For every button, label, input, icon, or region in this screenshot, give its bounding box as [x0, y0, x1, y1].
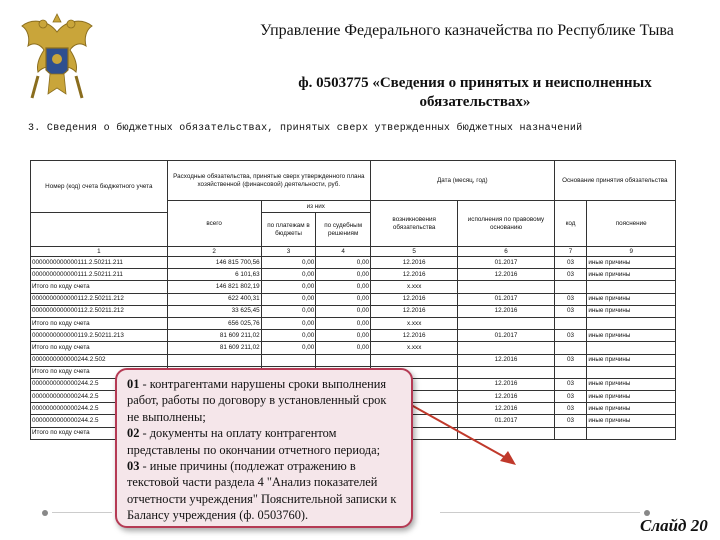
table-cell	[587, 366, 676, 378]
table-cell: 03	[554, 391, 587, 403]
table-cell: 0000000000000244.2.5	[31, 378, 168, 390]
callout-arrow-icon	[400, 395, 520, 470]
table-cell	[316, 354, 371, 366]
table-cell	[587, 342, 676, 354]
table-cell	[458, 281, 554, 293]
table-cell: 03	[554, 305, 587, 317]
table-row	[31, 257, 676, 269]
table-cell: 0,00	[316, 305, 371, 317]
table-cell: 0,00	[316, 293, 371, 305]
table-cell: 12.2016	[458, 403, 554, 415]
callout-line: Балансу учреждения (ф. 0503760).	[127, 508, 309, 523]
table-row	[31, 305, 676, 317]
table-cell: 0,00	[316, 342, 371, 354]
header-date-group: Дата (месяц, год)	[370, 161, 554, 201]
table-cell: 0,00	[316, 330, 371, 342]
table-cell: 12.2016	[370, 269, 457, 281]
header-total: всего	[167, 201, 261, 247]
table-cell: 01.2017	[458, 415, 554, 427]
header-obligations-group: Расходные обязательства, принятые сверх утвержденного плана хозяйственной (финансовой) деятельности, руб.	[167, 161, 370, 201]
header-reason-group: Основание принятия обязательства	[554, 161, 675, 201]
table-cell: 03	[554, 293, 587, 305]
table-cell: 81 609 211,02	[167, 342, 261, 354]
header-date-exec: исполнения по правовому основанию	[458, 201, 554, 247]
column-number: 6	[458, 247, 554, 257]
header-code: код	[554, 201, 587, 247]
table-cell: 03	[554, 415, 587, 427]
table-cell: 0000000000000111.2.50211.211	[31, 269, 168, 281]
table-row	[31, 293, 676, 305]
table-cell: 03	[554, 403, 587, 415]
table-cell: 01.2017	[458, 257, 554, 269]
table-cell: иные причины	[587, 293, 676, 305]
table-cell	[554, 366, 587, 378]
table-cell: 01.2017	[458, 293, 554, 305]
table-row	[31, 330, 676, 342]
header-by-court: по судебным решениям	[316, 213, 371, 247]
table-cell: 03	[554, 257, 587, 269]
table-cell: 0,00	[316, 257, 371, 269]
table-cell: иные причины	[587, 378, 676, 390]
table-cell: 12.2016	[370, 293, 457, 305]
table-cell	[554, 342, 587, 354]
table-cell	[458, 366, 554, 378]
callout-line: 01 - контрагентами нарушены сроки выполнения	[127, 377, 387, 391]
table-cell: 0,00	[316, 269, 371, 281]
eagle-emblem-icon	[18, 12, 96, 112]
table-cell	[458, 342, 554, 354]
table-cell: 81 609 211,02	[167, 330, 261, 342]
column-number: 2	[167, 247, 261, 257]
table-cell: Итого по коду счета	[31, 317, 168, 329]
table-cell	[554, 427, 587, 439]
table-cell: 03	[554, 354, 587, 366]
column-number: 5	[370, 247, 457, 257]
table-cell: 0000000000000244.2.502	[31, 354, 168, 366]
table-cell: 33 625,45	[167, 305, 261, 317]
table-row	[31, 342, 676, 354]
table-cell: 12.2016	[458, 305, 554, 317]
callout-line: текстовой части раздела 4 "Анализ показателей	[127, 475, 378, 490]
table-cell: Итого по коду счета	[31, 342, 168, 354]
table-cell: 12.2016	[370, 257, 457, 269]
table-cell: 12.2016	[458, 354, 554, 366]
table-cell	[554, 317, 587, 329]
reason-codes-callout	[115, 368, 413, 528]
table-cell: иные причины	[587, 305, 676, 317]
section-heading: 3. Сведения о бюджетных обязательствах, принятых сверх утвержденных бюджетных назначений	[28, 123, 583, 134]
table-cell	[587, 281, 676, 293]
table-cell: иные причины	[587, 269, 676, 281]
table-cell: 622 400,31	[167, 293, 261, 305]
table-row	[31, 269, 676, 281]
table-cell: x.xxx	[370, 317, 457, 329]
table-cell: иные причины	[587, 330, 676, 342]
table-cell	[458, 317, 554, 329]
column-number: 9	[587, 247, 676, 257]
table-cell: 03	[554, 269, 587, 281]
table-cell: 0,00	[261, 305, 316, 317]
column-number: 1	[31, 247, 168, 257]
table-cell: 656 025,76	[167, 317, 261, 329]
callout-line: отчетности учреждения" Пояснительной записки к	[127, 491, 397, 506]
table-cell: иные причины	[587, 354, 676, 366]
decor-line-right	[440, 512, 640, 513]
column-number: 7	[554, 247, 587, 257]
table-cell: иные причины	[587, 415, 676, 427]
table-cell: 0000000000000112.2.50211.212	[31, 305, 168, 317]
table-cell: 0000000000000111.2.50211.211	[31, 257, 168, 269]
table-cell: иные причины	[587, 403, 676, 415]
table-row	[31, 317, 676, 329]
table-cell: 03	[554, 378, 587, 390]
table-cell	[554, 281, 587, 293]
table-row	[31, 281, 676, 293]
table-cell: 0000000000000119.2.50211.213	[31, 330, 168, 342]
table-cell: Итого по коду счета	[31, 366, 168, 378]
column-number: 4	[316, 247, 371, 257]
table-cell: 12.2016	[458, 391, 554, 403]
table-cell: 146 821 802,19	[167, 281, 261, 293]
header-explanation: пояснение	[587, 201, 676, 247]
table-cell: 0,00	[261, 293, 316, 305]
callout-line: 03 - иные причины (подлежат отражению в	[127, 459, 356, 474]
header-of-which: из них	[261, 201, 370, 213]
table-cell: 12.2016	[370, 330, 457, 342]
slide-number: Слайд 20	[640, 516, 708, 535]
table-cell: Итого по коду счета	[31, 427, 168, 439]
table-cell: 6 101,63	[167, 269, 261, 281]
decor-line-left	[52, 512, 112, 513]
header-date-arise: возникновения обязательства	[370, 201, 457, 247]
table-row	[31, 354, 676, 366]
table-cell: 0000000000000112.2.50211.212	[31, 293, 168, 305]
table-cell: 146 815 700,56	[167, 257, 261, 269]
table-cell	[167, 354, 261, 366]
table-cell: 0,00	[261, 281, 316, 293]
table-cell: 0,00	[261, 342, 316, 354]
header-account-code: Номер (код) счета бюджетного учета	[31, 161, 168, 213]
table-cell: 0,00	[261, 269, 316, 281]
table-cell: 0,00	[261, 257, 316, 269]
column-number: 3	[261, 247, 316, 257]
header-by-payments: по платежам в бюджеты	[261, 213, 316, 247]
table-cell: иные причины	[587, 391, 676, 403]
table-cell: 0,00	[316, 281, 371, 293]
table-cell: 0000000000000244.2.5	[31, 415, 168, 427]
callout-line: работ, работы по договору в установленный срок	[127, 393, 387, 408]
table-cell	[587, 427, 676, 439]
table-cell	[261, 354, 316, 366]
callout-line: не выполнены;	[127, 409, 206, 424]
table-cell: Итого по коду счета	[31, 281, 168, 293]
table-cell: 0000000000000244.2.5	[31, 391, 168, 403]
table-cell: 12.2016	[370, 305, 457, 317]
form-title-line1: ф. 0503775 «Сведения о принятых и неисполненных	[298, 75, 652, 91]
table-cell: 12.2016	[458, 269, 554, 281]
table-cell: 03	[554, 330, 587, 342]
table-cell: иные причины	[587, 257, 676, 269]
callout-line: 02 - документы на оплату контрагентом	[127, 426, 337, 441]
form-title	[240, 74, 710, 112]
table-cell	[587, 317, 676, 329]
callout-line: представлены по окончании отчетного периода;	[127, 442, 381, 457]
decor-dot-left	[42, 510, 48, 516]
table-cell: x.xxx	[370, 342, 457, 354]
header-account-code-spacer	[31, 213, 168, 247]
form-title-line2: обязательствах»	[419, 94, 531, 110]
organization-title: Управление Федерального казначейства по Республике Тыва	[260, 22, 674, 39]
table-cell: 12.2016	[458, 378, 554, 390]
table-cell: 0,00	[316, 317, 371, 329]
table-cell: 0000000000000244.2.5	[31, 403, 168, 415]
table-cell: 0,00	[261, 330, 316, 342]
table-cell: x.xxx	[370, 281, 457, 293]
table-cell	[370, 354, 457, 366]
table-cell: 0,00	[261, 317, 316, 329]
table-cell: 01.2017	[458, 330, 554, 342]
